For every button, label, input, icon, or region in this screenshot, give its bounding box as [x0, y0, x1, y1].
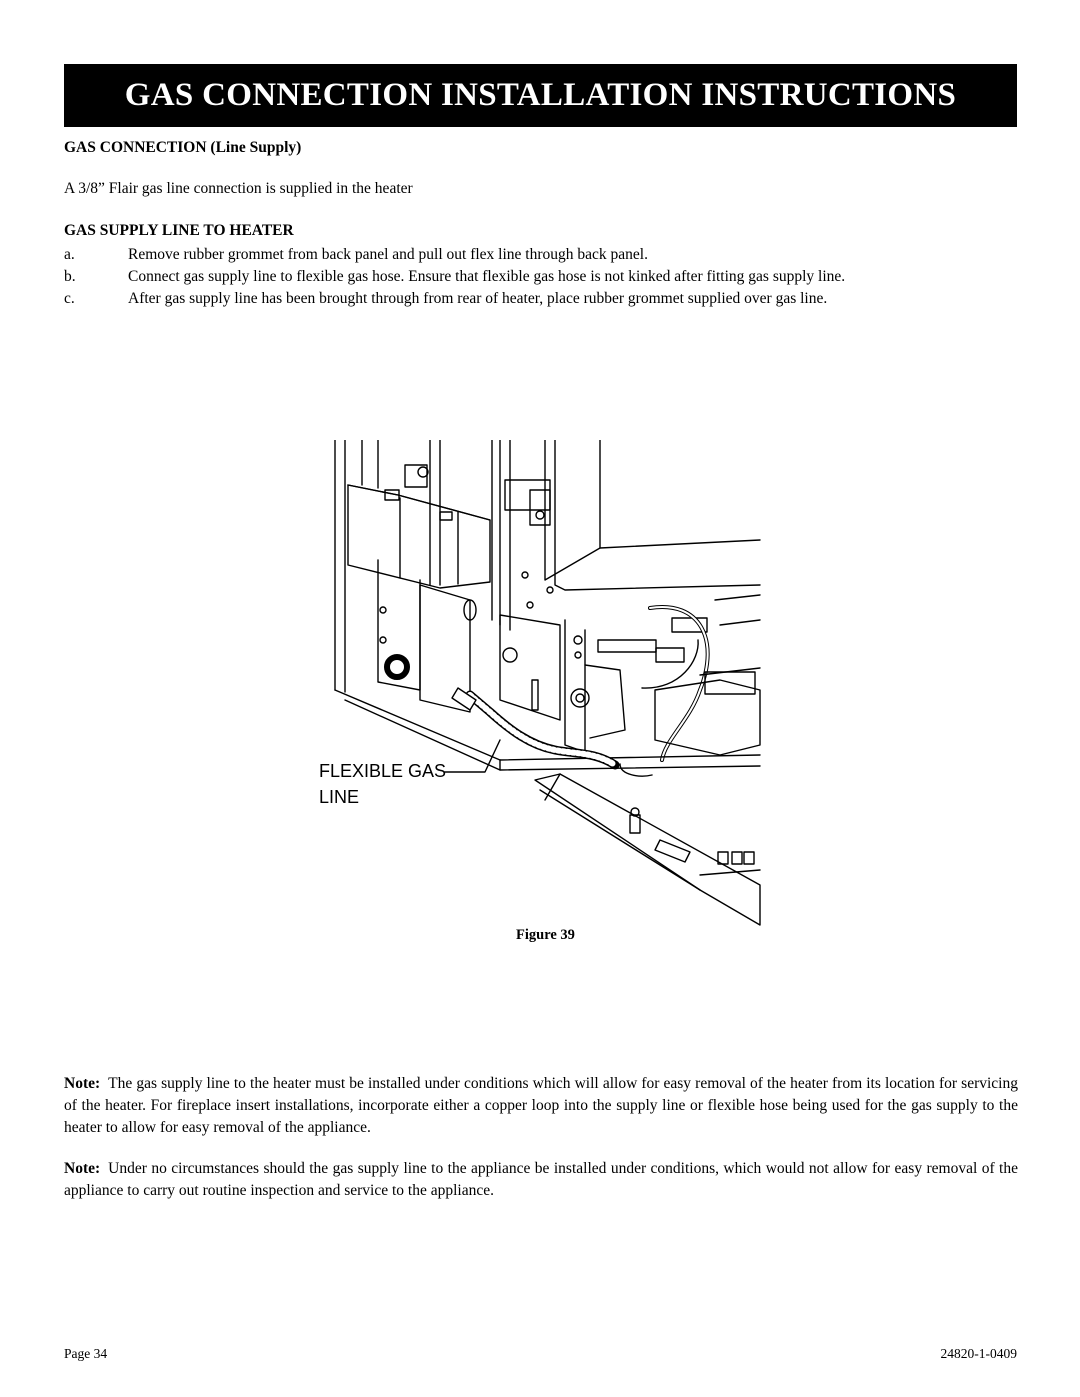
section-heading-line-supply: GAS CONNECTION (Line Supply)	[64, 139, 302, 156]
note-paragraph	[64, 1158, 1018, 1202]
list-text: Connect gas supply line to flexible gas hose. Ensure that flexible gas hose is not kinked after fitting gas supply line.	[128, 268, 846, 285]
page-title: GAS CONNECTION INSTALLATION INSTRUCTIONS	[124, 77, 957, 113]
line-supply-text: A 3/8” Flair gas line connection is supplied in the heater	[64, 180, 413, 197]
note-text: The gas supply line to the heater must be installed under conditions which will allow for easy removal of the heater from its location for servicing of the heater. For fireplace insert installations, incorporate either a copper loop into the supply line or flexible hose being used for the gas supply to the heater to allow for easy removal of the appliance.	[64, 1075, 1018, 1136]
page-number: Page 34	[64, 1346, 108, 1361]
flexible-gas-line-callout	[319, 758, 446, 810]
note-paragraph	[64, 1073, 1018, 1139]
callout-line-2: LINE	[319, 787, 360, 807]
list-text: After gas supply line has been brought through from rear of heater, place rubber grommet supplied over gas line.	[128, 290, 828, 307]
list-marker: c.	[64, 290, 75, 307]
note-label: Note:	[64, 1075, 101, 1092]
document-code: 24820-1-0409	[940, 1346, 1017, 1361]
list-marker: b.	[64, 268, 76, 285]
callout-line-1: FLEXIBLE GAS	[319, 761, 447, 781]
list-marker: a.	[64, 246, 75, 263]
figure-caption: Figure 39	[516, 927, 575, 943]
list-text: Remove rubber grommet from back panel and pull out flex line through back panel.	[128, 246, 648, 263]
heater-gas-line-illustration	[300, 440, 770, 930]
note-text: Under no circumstances should the gas supply line to the appliance be installed under conditions, which would not allow for easy removal of the appliance to carry out routine inspection and service to the appliance.	[64, 1160, 1018, 1199]
note-label: Note:	[64, 1160, 101, 1177]
section-heading-supply-line: GAS SUPPLY LINE TO HEATER	[64, 222, 294, 239]
title-banner	[64, 64, 1017, 127]
